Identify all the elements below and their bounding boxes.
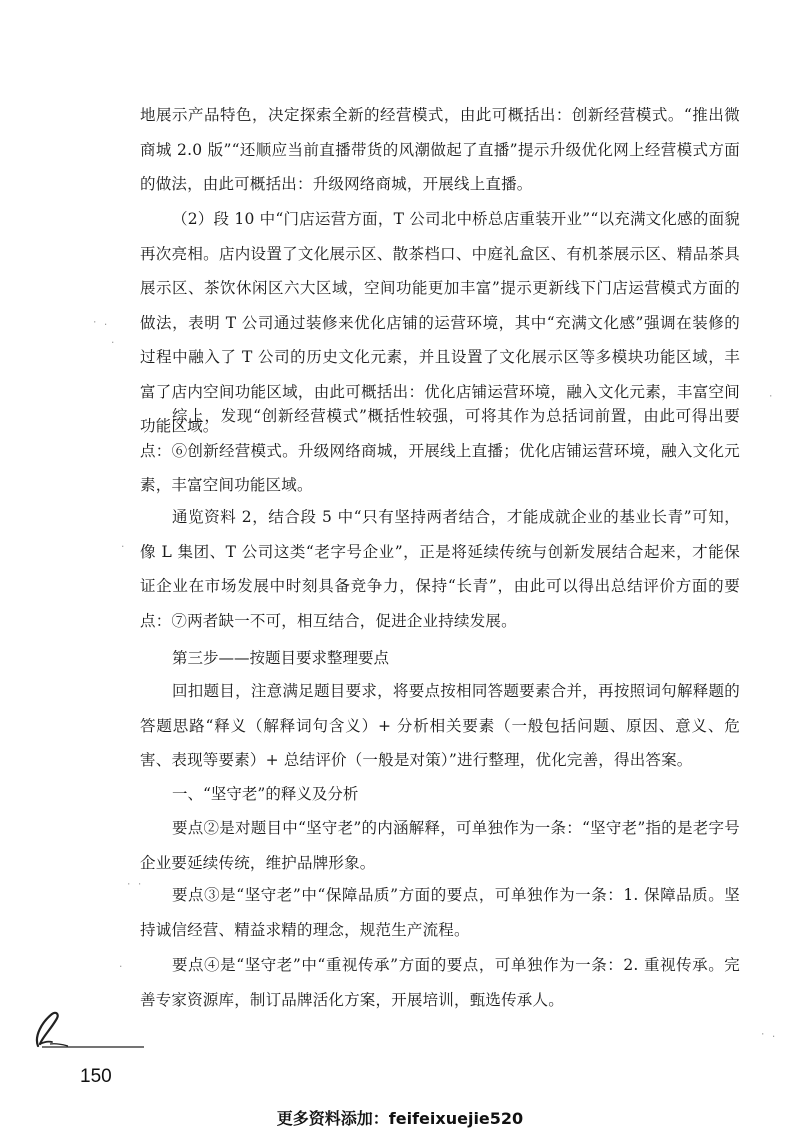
footer-note: 更多资料添加：feifeixuejie520	[276, 1109, 524, 1128]
paragraph-3: 综上，发现“创新经营模式”概括性较强，可将其作为总括词前置，由此可得出要点：⑥创新经营模式。升级网络商城，开展线上直播；优化店铺运营环境，融入文化元素，丰富空间功能区域。	[140, 407, 740, 494]
scan-speck: .	[118, 960, 124, 970]
section-heading-step3: 第三步——按题目要求整理要点	[172, 649, 390, 667]
paragraph-2: （2）段 10 中“门店运营方面，T 公司北中桥总店重装开业”“以充满文化感的面貌再次亮相。店内设置了文化展示区、散茶档口、中庭礼盒区、有机茶展示区、精品茶具展示区、茶饮休闲区六大区域，空间功能更加丰富”提示更新线下门店运营模式方面的做法，表明 T 公司通过装修来优化店铺的运营环境，其中“充满文化感”强调在装修的过程中融入了 T 公司的历史文化元素，并且设置了文化展示区等多模块功能区域，丰富了店内空间功能区域，由此可概括出：优化店铺运营环境，融入文化元素，丰富空间功能区域。	[140, 210, 740, 435]
paragraph-4: 通览资料 2，结合段 5 中“只有坚持两者结合，才能成就企业的基业长青”可知，像 L 集团、T 公司这类“老字号企业”，正是将延续传统与创新发展结合起来，才能保证企业在市场发展中时刻具备竞争力，保持“长青”，由此可以得出总结评价方面的要点：⑦两者缺一不可，相互结合，促进企业持续发展。	[140, 508, 740, 630]
scan-speck: ·	[768, 392, 774, 402]
pen-icon	[28, 1008, 146, 1050]
scan-speck: · .	[92, 318, 109, 328]
paragraph-5: 回扣题目，注意满足题目要求，将要点按相同答题要素合并，再按照词句解释题的答题思路“释义（解释词句含义）+ 分析相关要素（一般包括问题、原因、意义、危害、表现等要素）+ 总结评价（一般是对策）”进行整理，优化完善，得出答案。	[140, 682, 740, 769]
scan-speck: .	[120, 540, 126, 550]
paragraph-8: 要点④是“坚守老”中“重视传承”方面的要点，可单独作为一条：2. 重视传承。完善专家资源库，制订品牌活化方案，开展培训，甄选传承人。	[140, 956, 740, 1009]
subheading-1: 一、“坚守老”的释义及分析	[172, 785, 359, 803]
scan-speck: · .	[760, 1030, 777, 1040]
page-number: 150	[80, 1066, 112, 1087]
scan-speck: · ·	[126, 880, 143, 890]
scan-speck: .	[110, 336, 116, 346]
paragraph-7: 要点③是“坚守老”中“保障品质”方面的要点，可单独作为一条：1. 保障品质。坚持诚信经营、精益求精的理念，规范生产流程。	[140, 886, 740, 939]
paragraph-1: 地展示产品特色，决定探索全新的经营模式，由此可概括出：创新经营模式。“推出微商城 2.0 版”“还顺应当前直播带货的风潮做起了直播”提示升级优化网上经营模式方面的做法，由此可概括出：升级网络商城，开展线上直播。	[140, 106, 740, 193]
paragraph-6: 要点②是对题目中“坚守老”的内涵解释，可单独作为一条：“坚守老”指的是老字号企业要延续传统，维护品牌形象。	[140, 819, 740, 872]
